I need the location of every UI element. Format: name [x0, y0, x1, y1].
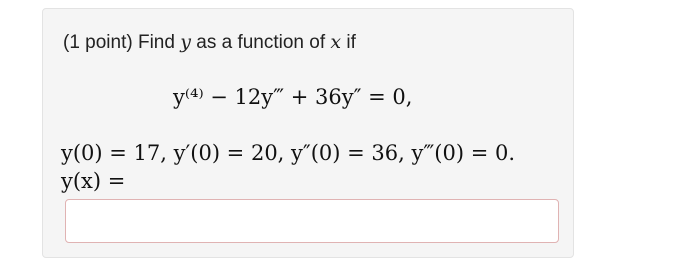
- prompt-var-x: x: [330, 31, 342, 53]
- differential-equation: y⁽⁴⁾ − 12y‴ + 36y″ = 0,: [173, 85, 413, 109]
- initial-conditions: y(0) = 17, y′(0) = 20, y″(0) = 36, y‴(0) = 0.: [61, 141, 516, 165]
- problem-card: [42, 8, 574, 258]
- prompt-mid-text: as a function of: [196, 32, 326, 53]
- answer-input[interactable]: [65, 199, 559, 243]
- answer-label: y(x) =: [61, 169, 126, 193]
- problem-prompt: [63, 31, 356, 54]
- points-label: (1 point): [63, 32, 133, 53]
- prompt-find-text: Find: [137, 32, 175, 53]
- prompt-end-text: if: [346, 32, 356, 53]
- prompt-var-y: y: [180, 31, 191, 53]
